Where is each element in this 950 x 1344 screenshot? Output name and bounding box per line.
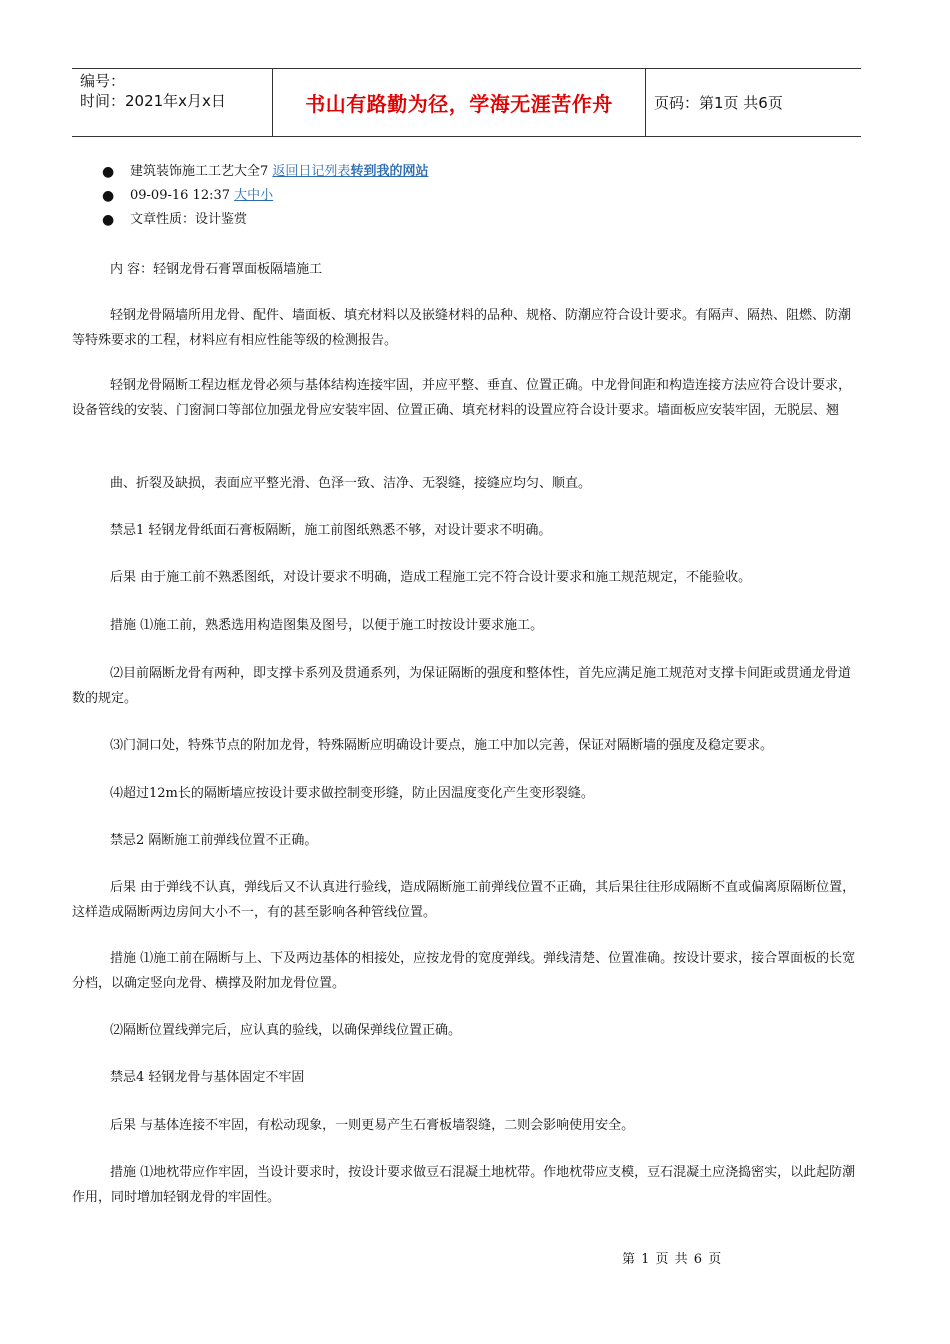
paragraph: ⑶门洞口处，特殊节点的附加龙骨，特殊隔断应明确设计要点，施工中加以完善，保证对隔断墙的强度及稳定要求。: [110, 738, 774, 753]
go-to-my-site-link[interactable]: 转到我的网站: [350, 164, 429, 179]
meta-category-text: 文章性质：设计鉴赏: [130, 212, 248, 227]
meta-item-date: [72, 184, 862, 208]
time-label: 时间：2021年x月x日: [80, 92, 226, 110]
header-motto: 书山有路勤为径，学海无涯苦作舟: [272, 69, 646, 136]
number-label: 编号：: [80, 72, 126, 90]
document-header: [72, 68, 861, 137]
paragraph: 后果 由于施工前不熟悉图纸，对设计要求不明确，造成工程施工完不符合设计要求和施工规范规定，不能验收。: [110, 570, 752, 585]
bullet-icon: ●: [102, 212, 115, 228]
meta-date-text: 09-09-16 12:37: [130, 188, 231, 203]
paragraph: 措施 ⑴地枕带应作牢固，当设计要求时，按设计要求做豆石混凝土地枕带。作地枕带应支模，豆石混凝土应浇捣密实，以此起防潮作用，同时增加轻钢龙骨的牢固性。: [72, 1165, 856, 1205]
paragraph: 轻钢龙骨隔断工程边框龙骨必须与基体结构连接牢固，并应平整、垂直、位置正确。中龙骨间距和构造连接方法应符合设计要求，设备管线的安装、门窗洞口等部位加强龙骨应安装牢固、位置正确、填充材料的设置应符合设计要求。墙面板应安装牢固，无脱层、翘: [72, 378, 852, 418]
paragraph: 轻钢龙骨隔墙所用龙骨、配件、墙面板、填充材料以及嵌缝材料的品种、规格、防潮应符合设计要求。有隔声、隔热、阻燃、防潮等特殊要求的工程，材料应有相应性能等级的检测报告。: [72, 308, 852, 348]
meta-item-category: [72, 208, 862, 232]
header-page-info: 页码：第1页 共6页: [654, 94, 783, 112]
paragraph: ⑷超过12m长的隔断墙应按设计要求做控制变形缝，防止因温度变化产生变形裂缝。: [110, 786, 594, 801]
meta-title-text: 建筑装饰施工工艺大全7: [130, 164, 269, 179]
bullet-icon: ●: [102, 164, 115, 180]
paragraph: 禁忌2 隔断施工前弹线位置不正确。: [110, 833, 318, 848]
bullet-icon: ●: [102, 188, 115, 204]
paragraph: ⑵目前隔断龙骨有两种，即支撑卡系列及贯通系列，为保证隔断的强度和整体性，首先应满足施工规范对支撑卡间距或贯通龙骨道数的规定。: [72, 666, 852, 706]
meta-item-title: [72, 160, 862, 184]
paragraph: 后果 由于弹线不认真，弹线后又不认真进行验线，造成隔断施工前弹线位置不正确，其后果往往形成隔断不直或偏离原隔断位置，这样造成隔断两边房间大小不一，有的甚至影响各种管线位置。: [72, 880, 856, 920]
meta-list: [72, 160, 862, 232]
paragraph: 措施 ⑴施工前在隔断与上、下及两边基体的相接处，应按龙骨的宽度弹线。弹线清楚、位置准确。按设计要求，接合罩面板的长宽分档，以确定竖向龙骨、横撑及附加龙骨位置。: [72, 951, 856, 991]
paragraph: 措施 ⑴施工前，熟悉选用构造图集及图号，以便于施工时按设计要求施工。: [110, 618, 544, 633]
back-to-list-link[interactable]: 返回日记列表: [272, 164, 351, 179]
paragraph: 禁忌1 轻钢龙骨纸面石膏板隔断，施工前图纸熟悉不够，对设计要求不明确。: [110, 523, 552, 538]
page-footer: 第 1 页 共 6 页: [622, 1252, 723, 1267]
font-size-link[interactable]: 大中小: [234, 188, 274, 203]
paragraph: 后果 与基体连接不牢固，有松动现象，一则更易产生石膏板墙裂缝，二则会影响使用安全。: [110, 1118, 635, 1133]
document-body: [72, 160, 862, 1205]
paragraph: 曲、折裂及缺损，表面应平整光滑、色泽一致、洁净、无裂缝，接缝应均匀、顺直。: [110, 476, 592, 491]
paragraph: 禁忌4 轻钢龙骨与基体固定不牢固: [110, 1070, 305, 1085]
header-left-cell: [72, 69, 272, 136]
content-heading: 内 容：轻钢龙骨石膏罩面板隔墙施工: [110, 262, 323, 277]
paragraph: ⑵隔断位置线弹完后，应认真的验线，以确保弹线位置正确。: [110, 1023, 462, 1038]
